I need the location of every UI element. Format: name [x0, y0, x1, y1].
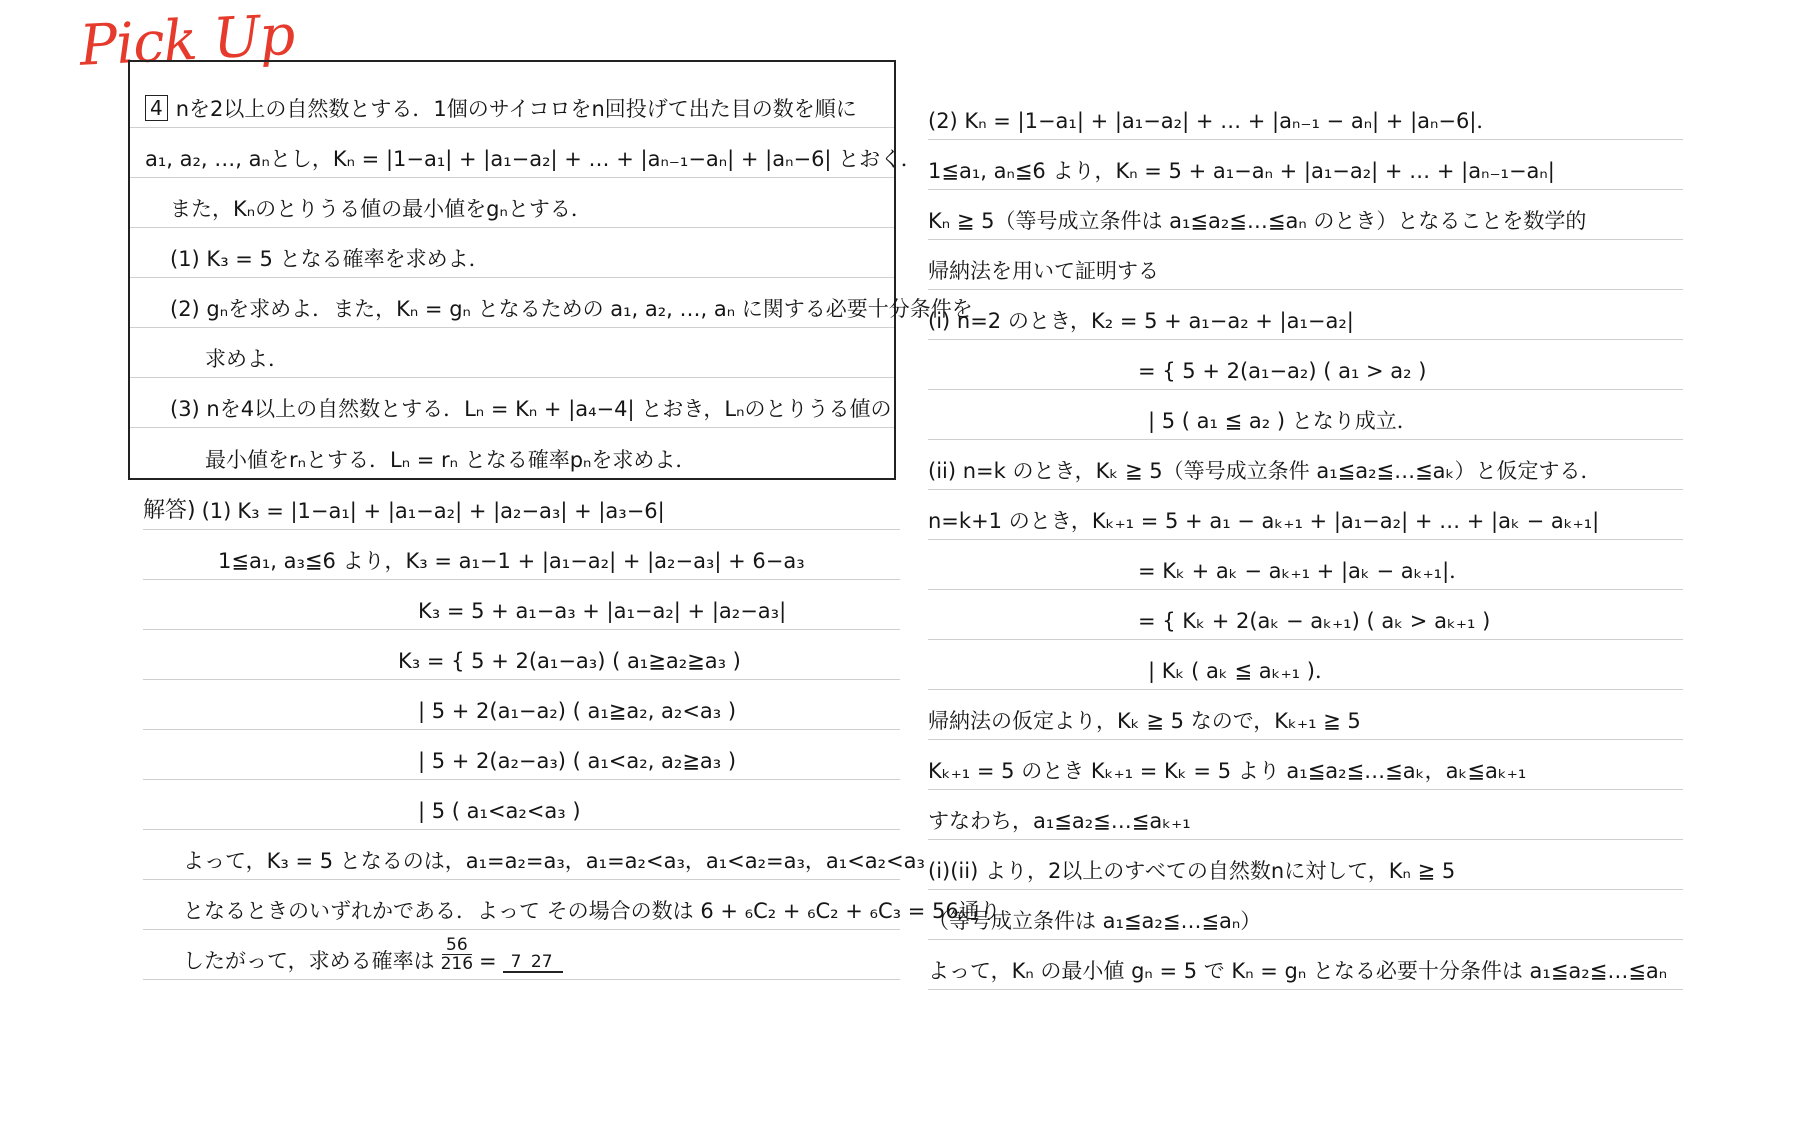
conclusion-text: したがって，求める確率は — [183, 948, 435, 973]
problem-line: a₁, a₂, …, aₙとし，Kₙ = |1−a₁| + |a₁−a₂| + … + |aₙ₋₁−aₙ| + |aₙ−6| とおく． — [130, 128, 894, 178]
solution1-line: 1≦a₁, a₃≦6 より，K₃ = a₁−1 + |a₁−a₂| + |a₂−a₃| + 6−a₃ — [143, 530, 900, 580]
solution2-line: (i)(ii) より，2以上のすべての自然数nに対して，Kₙ ≧ 5 — [928, 840, 1683, 890]
solution2-line: すなわち，a₁≦a₂≦…≦aₖ₊₁ — [928, 790, 1683, 840]
solution2-line: (i) n=2 のとき，K₂ = 5 + a₁−a₂ + |a₁−a₂| — [928, 290, 1683, 340]
solution2-line: よって，Kₙ の最小値 gₙ = 5 で Kₙ = gₙ となる必要十分条件は a₁≦a₂≦…≦aₙ — [928, 940, 1683, 990]
solution2-line: （等号成立条件は a₁≦a₂≦…≦aₙ） — [928, 890, 1683, 940]
solution2-line: Kₙ ≧ 5（等号成立条件は a₁≦a₂≦…≦aₙ のとき）となることを数学的 — [928, 190, 1683, 240]
solution2-line: | Kₖ ( aₖ ≦ aₖ₊₁ )． — [928, 640, 1683, 690]
solution2-line: | 5 ( a₁ ≦ a₂ ) となり成立． — [928, 390, 1683, 440]
solution2-line: 帰納法の仮定より，Kₖ ≧ 5 なので，Kₖ₊₁ ≧ 5 — [928, 690, 1683, 740]
solution2-line: 帰納法を用いて証明する — [928, 240, 1683, 290]
equation: K₃ = |1−a₁| + |a₁−a₂| + |a₂−a₃| + |a₃−6| — [237, 498, 665, 523]
solution1-line: よって，K₃ = 5 となるのは，a₁=a₂=a₃，a₁=a₂<a₃，a₁<a₂=a₃，a₁<a₂<a₃ — [143, 830, 900, 880]
probability-fraction — [441, 936, 473, 973]
solution1-line: となるときのいずれかである．よって その場合の数は 6 + ₆C₂ + ₆C₂ + ₆C₃ = 56通り — [143, 880, 900, 930]
solution2-line: = { 5 + 2(a₁−a₂) ( a₁ > a₂ ) — [928, 340, 1683, 390]
problem-box — [128, 60, 973, 480]
problem-line: (2) gₙを求めよ．また，Kₙ = gₙ となるための a₁, a₂, …, aₙ に関する必要十分条件を — [130, 278, 894, 328]
solution2-line: = Kₖ + aₖ − aₖ₊₁ + |aₖ − aₖ₊₁|． — [928, 540, 1683, 590]
solution1-line: K₃ = { 5 + 2(a₁−a₃) ( a₁≧a₂≧a₃ ) — [143, 630, 900, 680]
solution2-line: 1≦a₁, aₙ≦6 より，Kₙ = 5 + a₁−aₙ + |a₁−a₂| + … + |aₙ₋₁−aₙ| — [928, 140, 1683, 190]
problem-number: 4 — [145, 95, 168, 121]
solution1-final-line — [143, 930, 900, 980]
problem-line: (3) nを4以上の自然数とする．Lₙ = Kₙ + |a₄−4| とおき，Lₙのとりうる値の — [130, 378, 894, 428]
equals-sign: = — [479, 948, 497, 973]
problem-line: (1) K₃ = 5 となる確率を求めよ． — [130, 228, 894, 278]
solution1-line: K₃ = 5 + a₁−a₃ + |a₁−a₂| + |a₂−a₃| — [143, 580, 900, 630]
problem-line: 求めよ． — [130, 328, 894, 378]
fraction-denominator: 216 — [440, 954, 474, 974]
solution2-line: (ii) n=k のとき，Kₖ ≧ 5（等号成立条件 a₁≦a₂≦…≦aₖ）と仮定する． — [928, 440, 1683, 490]
answer-denominator: 27 — [530, 952, 553, 972]
fraction-numerator: 56 — [442, 936, 472, 955]
right-column — [928, 90, 1683, 990]
problem-line — [130, 78, 894, 128]
solution1-line: | 5 ( a₁<a₂<a₃ ) — [143, 780, 900, 830]
solution2-line: Kₖ₊₁ = 5 のとき Kₖ₊₁ = Kₖ = 5 より a₁≦a₂≦…≦aₖ，aₖ≦aₖ₊₁ — [928, 740, 1683, 790]
pick-up-stamp: Pick Up — [78, 2, 296, 79]
solution2-line: n=k+1 のとき，Kₖ₊₁ = 5 + a₁ − aₖ₊₁ + |a₁−a₂| + … + |aₖ − aₖ₊₁| — [928, 490, 1683, 540]
part-label: (1) — [201, 498, 232, 523]
answer-numerator: 7 — [507, 952, 526, 973]
solution2-line: (2) Kₙ = |1−a₁| + |a₁−a₂| + … + |aₙ₋₁ − aₙ| + |aₙ−6|． — [928, 90, 1683, 140]
left-column — [143, 60, 1001, 980]
solution1-line — [143, 480, 900, 530]
solution1-line: | 5 + 2(a₂−a₃) ( a₁<a₂, a₂≧a₃ ) — [143, 730, 900, 780]
answer-label: 解答) — [143, 497, 196, 523]
solution1-line: | 5 + 2(a₁−a₂) ( a₁≧a₂, a₂<a₃ ) — [143, 680, 900, 730]
problem-line: また，Kₙのとりうる値の最小値をgₙとする． — [130, 178, 894, 228]
problem-line: 最小値をrₙとする．Lₙ = rₙ となる確率pₙを求めよ． — [205, 447, 697, 472]
final-answer — [503, 953, 563, 973]
solution2-line: = { Kₖ + 2(aₖ − aₖ₊₁) ( aₖ > aₖ₊₁ ) — [928, 590, 1683, 640]
problem-text: nを2以上の自然数とする．1個のサイコロをn回投げて出た目の数を順に — [175, 96, 857, 121]
